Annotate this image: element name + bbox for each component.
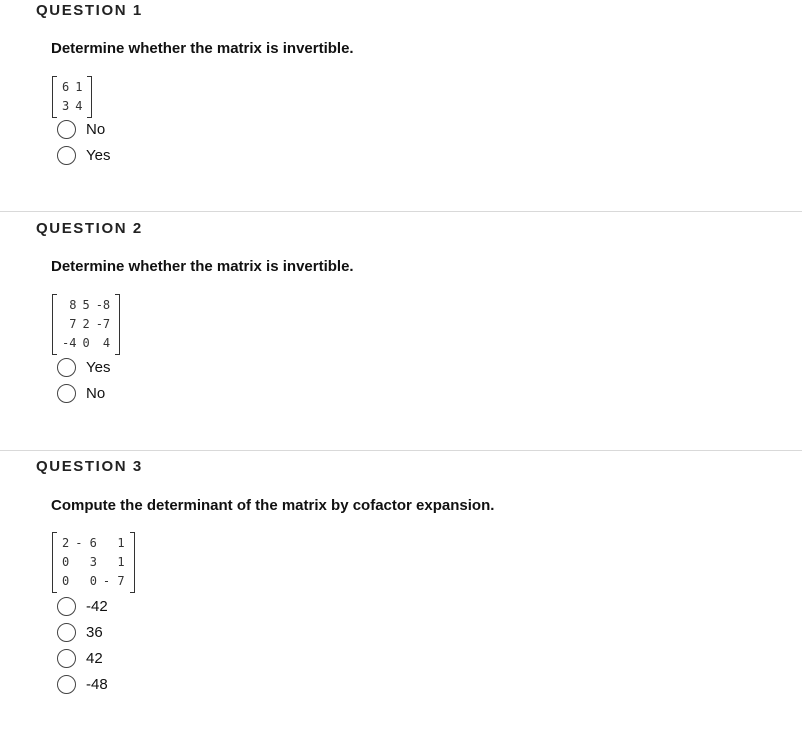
answer-label: No xyxy=(86,384,106,402)
answer-label: No xyxy=(86,120,106,138)
answer-option[interactable] xyxy=(57,142,110,168)
answer-option[interactable] xyxy=(57,593,108,619)
answer-label: -42 xyxy=(86,597,108,615)
answer-options xyxy=(57,354,110,406)
answer-label: 42 xyxy=(86,649,103,667)
radio-button[interactable] xyxy=(57,384,76,403)
matrix-cell: 7 xyxy=(69,317,77,331)
matrix-cell: 3 xyxy=(62,99,70,113)
answer-option[interactable] xyxy=(57,116,110,142)
answer-label: Yes xyxy=(86,146,111,164)
matrix-cell: 0 xyxy=(89,574,97,588)
question-prompt: Determine whether the matrix is invertible. xyxy=(51,258,354,275)
radio-button[interactable] xyxy=(57,623,76,642)
matrix-cell: 0 xyxy=(82,336,90,350)
question-1 xyxy=(0,0,802,210)
matrix-cell: 5 xyxy=(82,298,90,312)
matrix-cell: 1 xyxy=(117,536,125,550)
radio-button[interactable] xyxy=(57,358,76,377)
answer-label: 36 xyxy=(86,623,103,641)
matrix-cell: -4 xyxy=(62,336,77,350)
answer-options xyxy=(57,116,110,168)
matrix xyxy=(52,76,92,118)
matrix xyxy=(52,294,120,355)
matrix-cell: -8 xyxy=(95,298,111,312)
matrix-cell: 1 xyxy=(75,80,83,94)
answer-label: -48 xyxy=(86,675,108,693)
matrix-cell: 3 xyxy=(89,555,97,569)
answer-options xyxy=(57,593,108,697)
question-heading: QUESTION 2 xyxy=(36,220,143,237)
divider xyxy=(0,211,802,212)
radio-button[interactable] xyxy=(57,675,76,694)
question-heading: QUESTION 1 xyxy=(36,2,143,19)
matrix-cell: 0 xyxy=(62,574,70,588)
question-prompt: Determine whether the matrix is invertible. xyxy=(51,40,354,57)
answer-option[interactable] xyxy=(57,380,110,406)
radio-button[interactable] xyxy=(57,649,76,668)
matrix-cell: 4 xyxy=(102,336,111,350)
question-3 xyxy=(0,456,802,736)
matrix-cell: 6 xyxy=(62,80,70,94)
matrix-cell: 4 xyxy=(75,99,83,113)
question-prompt: Compute the determinant of the matrix by cofactor expansion. xyxy=(51,497,495,514)
matrix-cell: - 6 xyxy=(75,536,97,550)
question-2 xyxy=(0,218,802,448)
radio-button[interactable] xyxy=(57,597,76,616)
answer-option[interactable] xyxy=(57,671,108,697)
answer-option[interactable] xyxy=(57,354,110,380)
radio-button[interactable] xyxy=(57,120,76,139)
matrix xyxy=(52,532,135,593)
matrix-cell: - 7 xyxy=(102,574,125,588)
answer-option[interactable] xyxy=(57,645,108,671)
divider xyxy=(0,450,802,451)
matrix-cell: 0 xyxy=(62,555,70,569)
matrix-cell: 8 xyxy=(69,298,77,312)
radio-button[interactable] xyxy=(57,146,76,165)
matrix-cell: 2 xyxy=(82,317,90,331)
question-heading: QUESTION 3 xyxy=(36,458,143,475)
answer-label: Yes xyxy=(86,358,111,376)
answer-option[interactable] xyxy=(57,619,108,645)
matrix-cell: 1 xyxy=(117,555,125,569)
matrix-cell: -7 xyxy=(95,317,111,331)
matrix-cell: 2 xyxy=(62,536,70,550)
